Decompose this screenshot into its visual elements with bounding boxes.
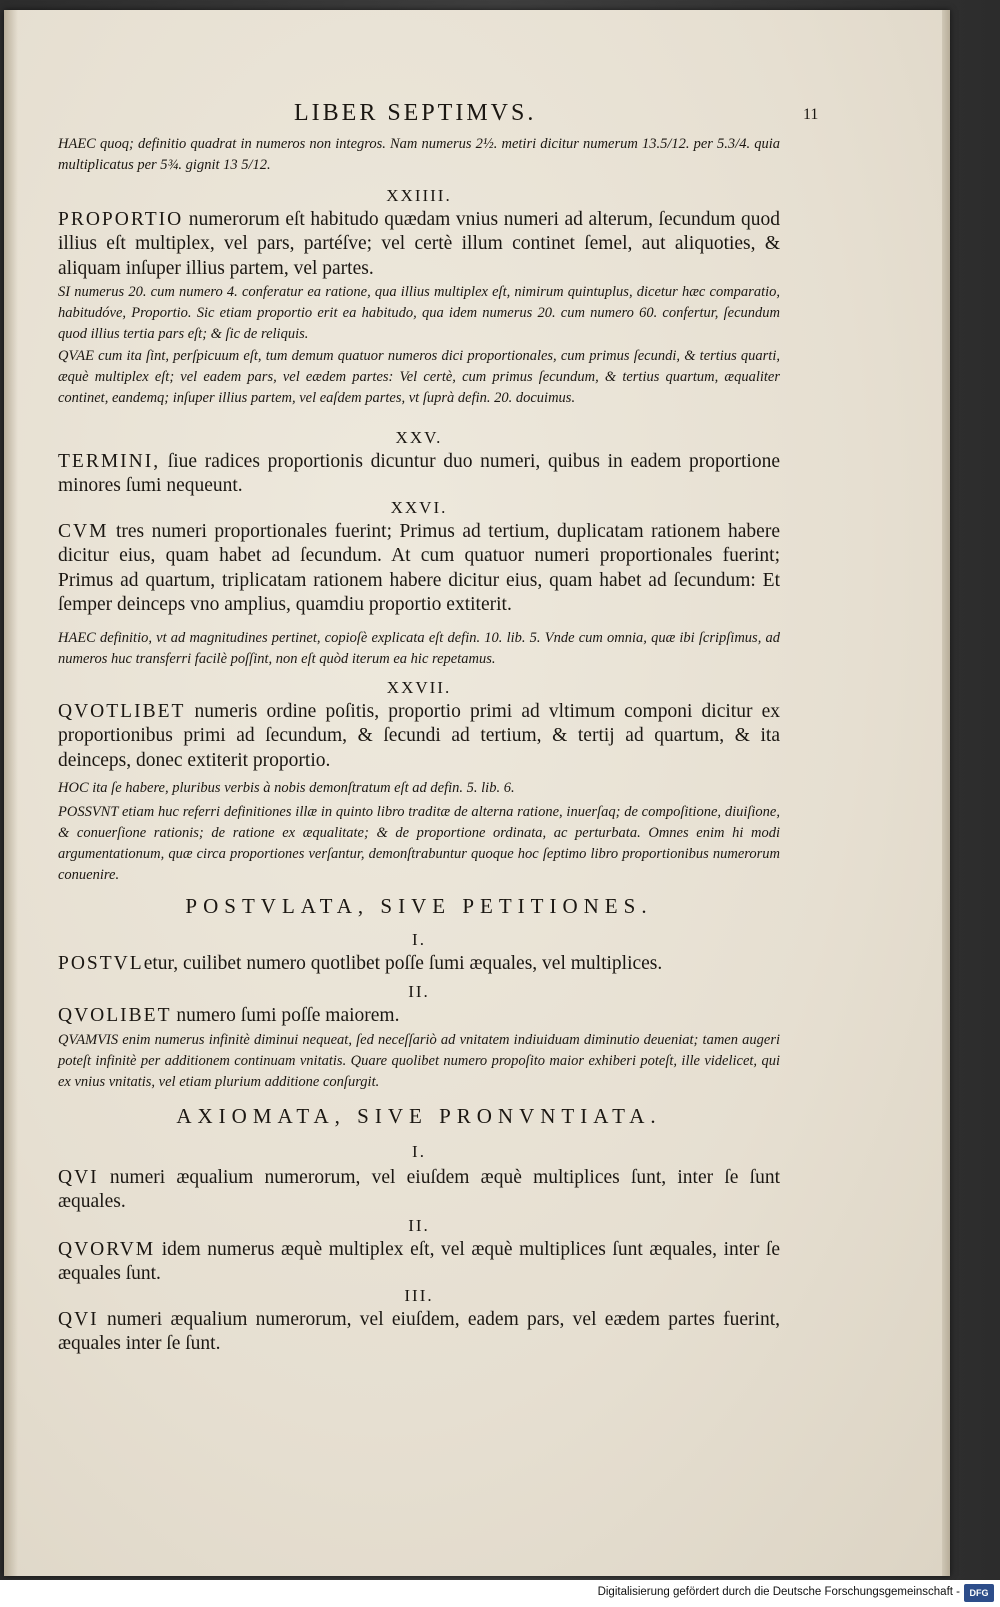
definition-number: XXVI. [390, 498, 448, 517]
running-head: LIBER SEPTIMVS. [294, 100, 537, 126]
definition-text: ſiue radices proportionis dicuntur duo numeri, quibus in eadem proportione minores ſumi nequeunt. [58, 451, 780, 497]
footer-bar [0, 1580, 1000, 1607]
lead-word: QVOTLIBET [58, 701, 186, 722]
axiom-paragraph [58, 1308, 780, 1357]
commentary-paragraph: QVAMVIS enim numerus infinitè diminui nequeat, ſed neceſſariò ad vnitatem indiuiduam diminutio deueniat; tamen augeri poteſt infinitè per additionem continuam vnitatis. Quare quolibet numero propoſito maior exhiberi poteſt, ille videlicet, qui ex vnius vnitatis, vel etiam plurium additione conſurgit. [58, 1032, 780, 1090]
section-title: POSTVLATA, SIVE PETITIONES. [185, 894, 653, 918]
definition-paragraph [58, 520, 780, 617]
lead-word: QVORVM [58, 1239, 156, 1260]
definition-text: numeris ordine poſitis, proportio primi ad vltimum componi dicitur ex proportionibus primi ad ſecundum, & ſecundi ad tertium, & tertij ad quartum, & ita deinceps, donec extiterit proportio. [58, 701, 780, 771]
postulate-number: II. [408, 982, 430, 1001]
axiom-text: numeri æqualium numerorum, vel eiuſdem, eadem pars, vel eædem partes fuerint, æquales inter ſe ſunt. [58, 1309, 780, 1355]
commentary-paragraph: HAEC quoq; definitio quadrat in numeros non integros. Nam numerus 2½. metiri dicitur numerum 13.5/12. per 5.3/4. quia multiplicatus per 5¾. gignit 13 5/12. [58, 136, 780, 173]
commentary-paragraph: SI numerus 20. cum numero 4. conferatur ea ratione, qua illius multiplex eſt, nimirum quintuplus, dicetur hæc comparatio, habitudóve, Proportio. Sic etiam proportio erit ea habitudo, qua idem numerus 20. cum numero 60. confertur, ſecundum quod illius tertia pars eſt; & ſic de reliquis. [58, 284, 780, 342]
postulate-text: numero ſumi poſſe maiorem. [171, 1005, 400, 1026]
definition-paragraph [58, 450, 780, 499]
definition-number: XXIIII. [386, 186, 452, 205]
commentary-paragraph: POSSVNT etiam huc referri definitiones illæ in quinto libro traditæ de alterna ratione, inuerſaq; de compoſitione, diuiſione, & conuerſione rationis; de ratione ex æqualitate; & de proportione ordinata, ac perturbata. Omnes enim hi modi argumentationum, quæ circa proportiones verſantur, demonſtrabuntur quoque hoc ſeptimo libro proportionibus numerorum conuenire. [58, 804, 780, 883]
postulate-paragraph [58, 1004, 780, 1028]
postulate-text: etur, cuilibet numero quotlibet poſſe ſumi æquales, vel multiplices. [143, 953, 663, 974]
page-gutter [4, 10, 18, 1576]
axiom-text: numeri æqualium numerorum, vel eiuſdem æquè multiplices ſunt, inter ſe ſunt æquales. [58, 1167, 780, 1213]
lead-word: QVI [58, 1167, 99, 1188]
axiom-number: II. [408, 1216, 430, 1235]
definition-text: numerorum eſt habitudo quædam vnius numeri ad alterum, ſecundum quod illius eſt multiplex, vel pars, partéſve; vel certè illum continet ſemel, aut aliquoties, & aliquam inſuper illius partem, vel partes. [58, 209, 780, 279]
postulate-paragraph [58, 952, 780, 976]
page-number: 11 [803, 106, 819, 123]
lead-word: QVI [58, 1309, 99, 1330]
postulate-number: I. [412, 930, 426, 949]
lead-word: TERMINI, [58, 451, 161, 472]
axiom-number: III. [404, 1286, 434, 1305]
definition-number: XXVII. [386, 678, 452, 697]
funding-credit: Digitalisierung gefördert durch die Deutsche Forschungsgemeinschaft - [597, 1586, 960, 1598]
axiom-text: idem numerus æquè multiplex eſt, vel æquè multiplices ſunt æquales, inter ſe æquales ſunt. [58, 1239, 780, 1285]
definition-paragraph [58, 700, 780, 773]
commentary-paragraph: HAEC definitio, vt ad magnitudines pertinet, copioſè explicata eſt defin. 10. lib. 5. Vnde cum omnia, quæ ibi ſcripſimus, ad numeros huc transferri facilè poſſint, non eſt quòd iterum ea hic repetamus. [58, 630, 780, 667]
dfg-logo[interactable]: DFG [964, 1584, 994, 1602]
lead-word: POSTVL [58, 953, 144, 974]
commentary-paragraph: QVAE cum ita ſint, perſpicuum eſt, tum demum quatuor numeros dici proportionales, cum primus ſecundi, & tertius quarti, æquè multiplex eſt; vel eadem pars, vel eædem partes: Vel certè, cum primus ſecundum, & tertius quartum, æqualiter continet, eandemq; inſuper illius partem, vel eaſdem partes, vt ſuprà defin. 20. docuimus. [58, 348, 780, 406]
definition-paragraph [58, 208, 780, 281]
axiom-number: I. [412, 1142, 426, 1161]
book-page [4, 10, 950, 1576]
axiom-paragraph [58, 1166, 780, 1215]
page-edge [942, 10, 950, 1576]
definition-number: XXV. [395, 428, 443, 447]
lead-word: PROPORTIO [58, 209, 184, 230]
commentary-paragraph: HOC ita ſe habere, pluribus verbis à nobis demonſtratum eſt ad defin. 5. lib. 6. [58, 780, 515, 796]
axiom-paragraph [58, 1238, 780, 1287]
lead-word: CVM [58, 521, 109, 542]
definition-text: tres numeri proportionales fuerint; Primus ad tertium, duplicatam rationem habere dicitur eius, quam habet ad ſecundum. At cum quatuor numeri proportionales fuerint; Primus ad quartum, triplicatam rationem habere dicitur eius, quam habet ad ſecundum: Et ſemper deinceps vno amplius, quamdiu proportio extiterit. [58, 521, 780, 615]
lead-word: QVOLIBET [58, 1005, 172, 1026]
section-title: AXIOMATA, SIVE PRONVNTIATA. [176, 1104, 662, 1128]
